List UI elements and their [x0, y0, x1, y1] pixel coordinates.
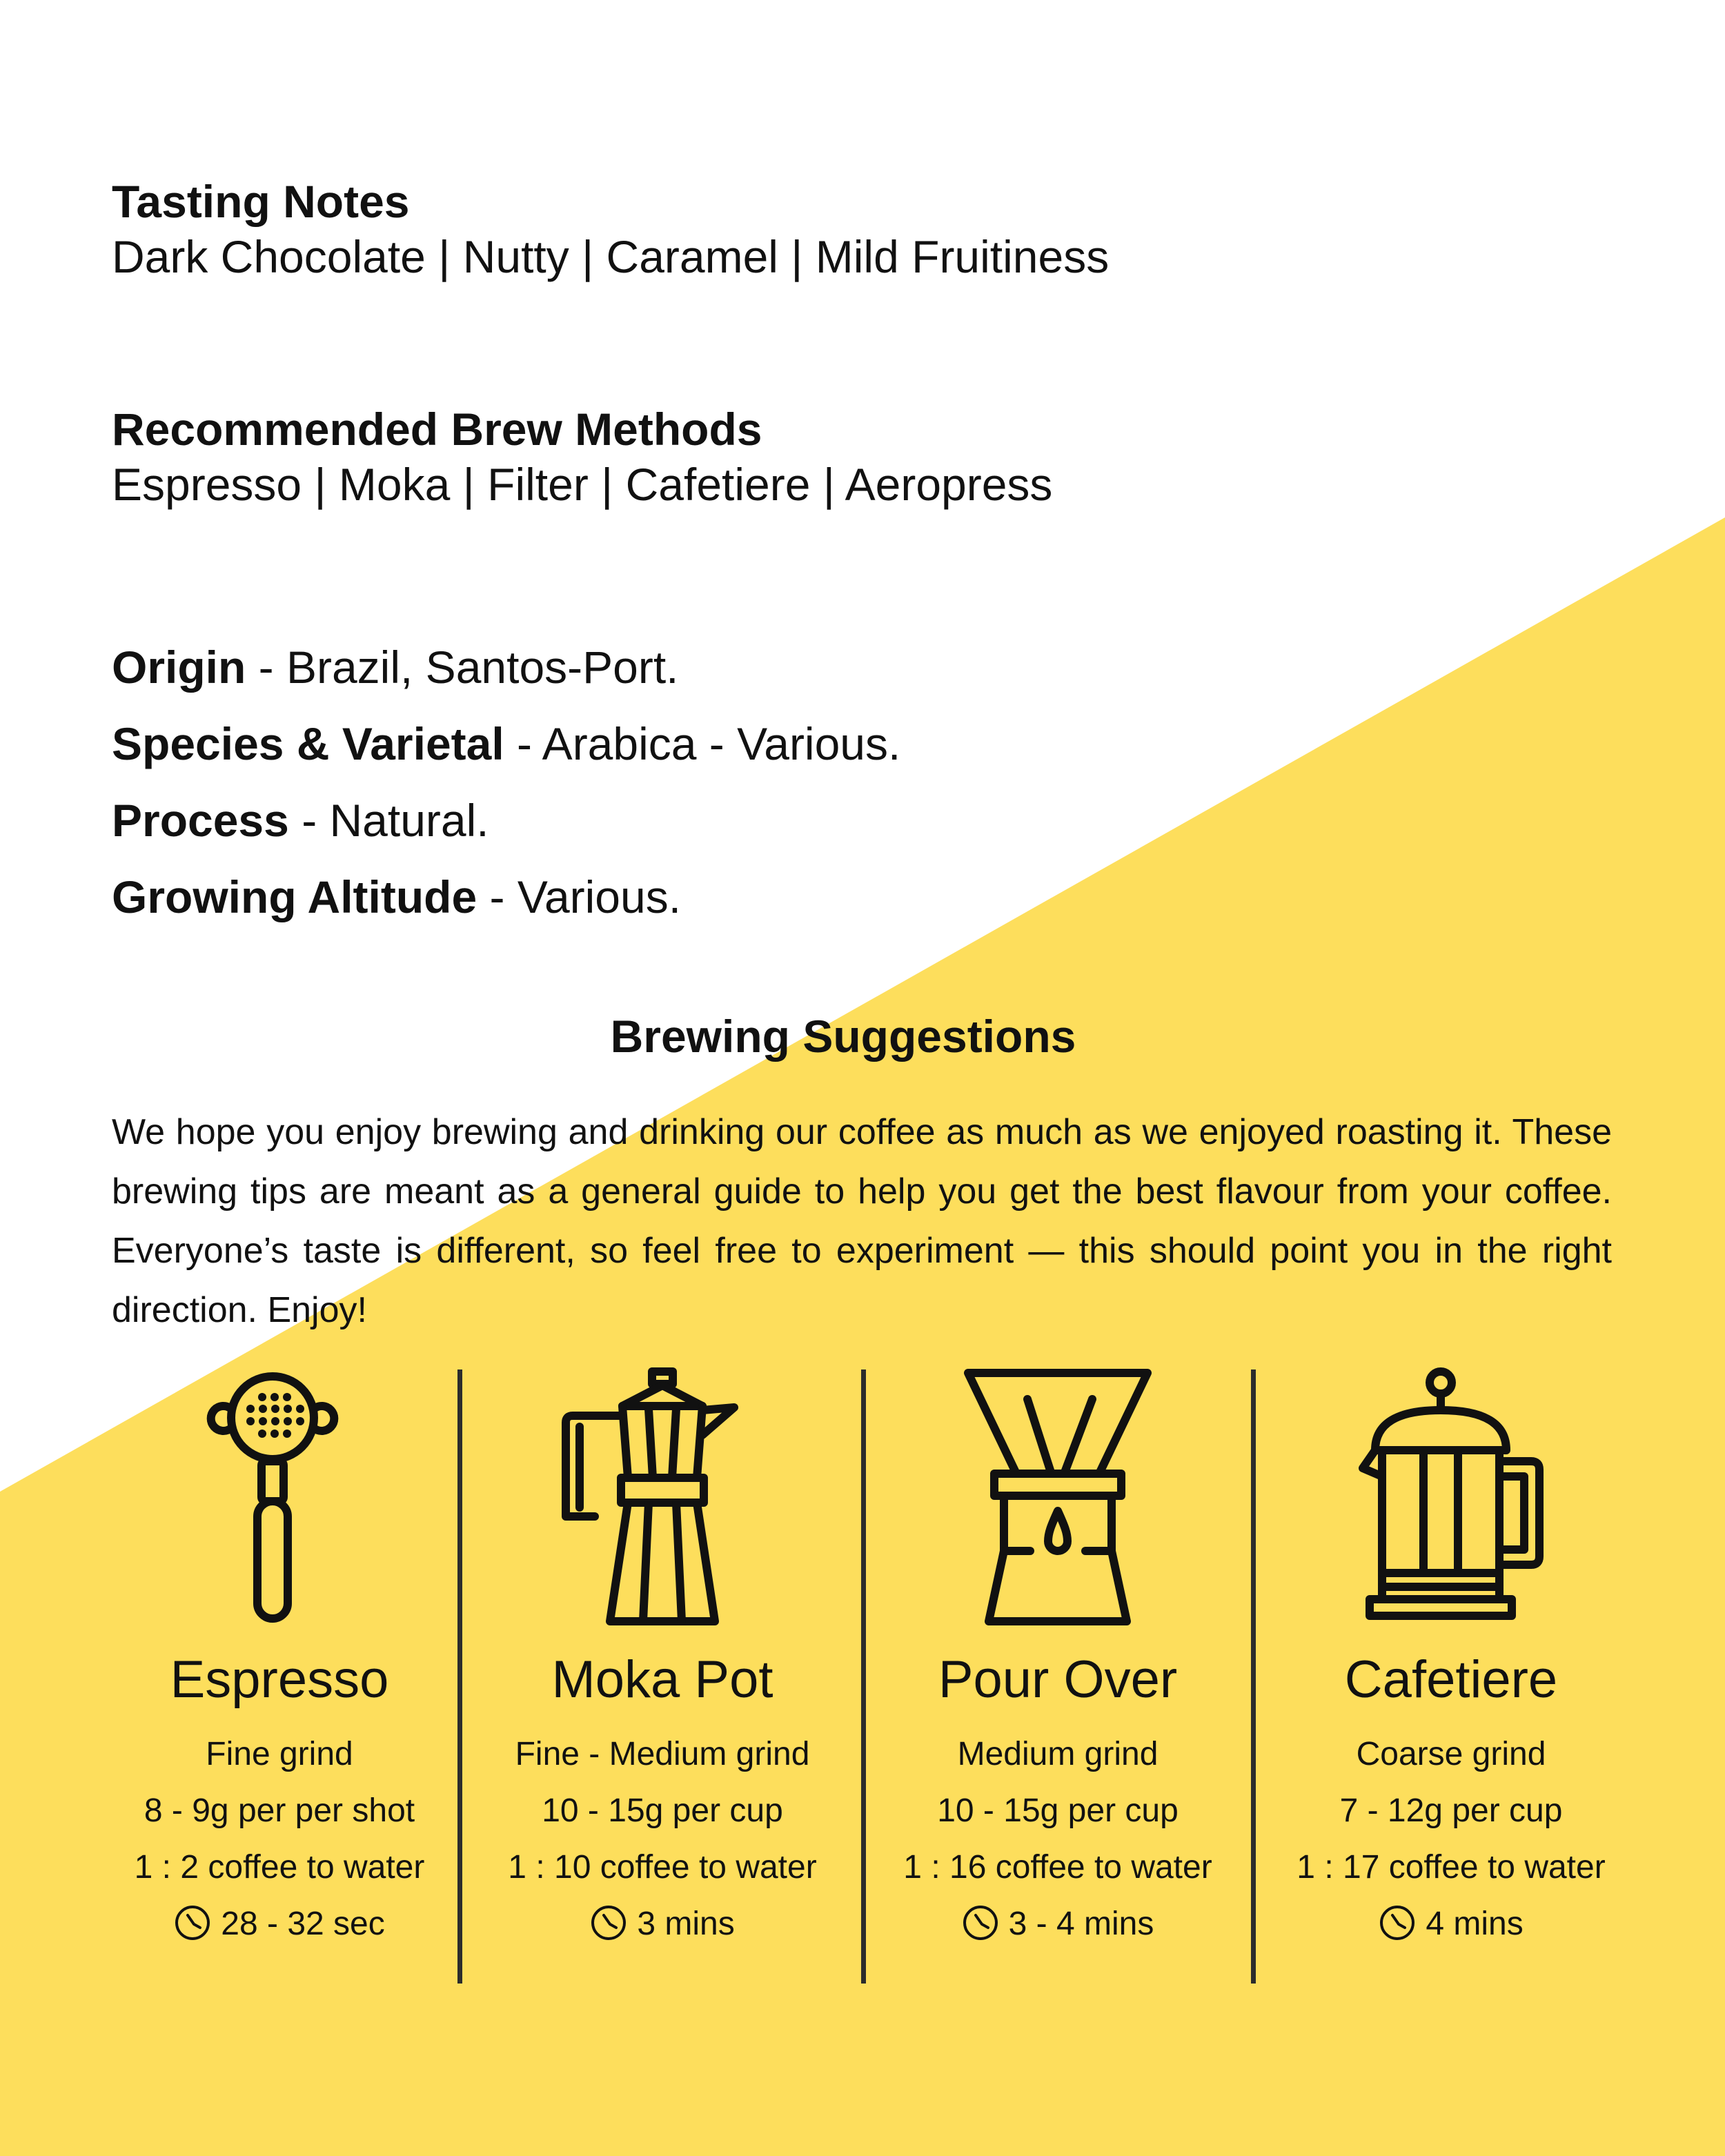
portafilter-icon: [204, 1366, 355, 1628]
spec-species: [112, 706, 900, 782]
dose-text: 8 - 9g per per shot: [144, 1792, 415, 1829]
clock-icon: [590, 1904, 627, 1941]
brewing-intro: We hope you enjoy brewing and drinking our coffee as much as we enjoyed roasting it. These brewing tips are meant as a general guide to help you get the best flavour from your coffee. Everyone’s taste is different, so feel free to experiment — this should point you in the right direction. Enjoy!: [112, 1112, 1612, 1330]
brewing-suggestions-title: Brewing Suggestions: [610, 1011, 1076, 1062]
coffee-specs: [112, 629, 900, 936]
spec-label: Process: [112, 795, 289, 846]
moka-pot-icon: [552, 1366, 773, 1628]
french-press-icon: [1348, 1366, 1555, 1628]
method-name: Moka Pot: [551, 1650, 773, 1709]
grind-text: Medium grind: [957, 1736, 1159, 1772]
brew-methods-section: [112, 402, 1052, 512]
time-row: [83, 1896, 476, 1952]
method-cafetiere: [1254, 1366, 1648, 1952]
brew-methods-text: Espresso | Moka | Filter | Cafetiere | Aeropress: [112, 459, 1053, 510]
ratio-text: 1 : 2 coffee to water: [134, 1849, 425, 1886]
spec-value: - Brazil, Santos-Port.: [246, 642, 679, 693]
grind-text: Fine grind: [206, 1736, 353, 1772]
time-text: 3 mins: [637, 1906, 735, 1942]
method-pour-over: [861, 1366, 1254, 1952]
method-details: [466, 1726, 859, 1952]
spec-process: [112, 782, 900, 859]
time-text: 4 mins: [1426, 1906, 1524, 1942]
method-details: [861, 1726, 1254, 1952]
dose-text: 10 - 15g per cup: [542, 1792, 783, 1829]
brew-methods-heading: Recommended Brew Methods: [112, 404, 762, 455]
spec-label: Growing Altitude: [112, 871, 477, 922]
ratio-text: 1 : 10 coffee to water: [508, 1849, 817, 1886]
pour-over-icon: [961, 1366, 1154, 1628]
ratio-text: 1 : 17 coffee to water: [1297, 1849, 1606, 1886]
method-espresso: [83, 1366, 476, 1952]
spec-value: - Arabica - Various.: [504, 718, 901, 769]
spec-altitude: [112, 859, 900, 936]
clock-icon: [174, 1904, 211, 1941]
grind-text: Coarse grind: [1356, 1736, 1546, 1772]
time-text: 3 - 4 mins: [1008, 1906, 1154, 1942]
clock-icon: [962, 1904, 999, 1941]
dose-text: 7 - 12g per cup: [1339, 1792, 1563, 1829]
method-name: Pour Over: [938, 1650, 1178, 1709]
method-name: Espresso: [170, 1650, 389, 1709]
spec-value: - Various.: [477, 871, 682, 922]
spec-label: Origin: [112, 642, 246, 693]
method-moka-pot: [466, 1366, 859, 1952]
clock-icon: [1379, 1904, 1416, 1941]
method-details: [83, 1726, 476, 1952]
time-row: [861, 1896, 1254, 1952]
spec-label: Species & Varietal: [112, 718, 504, 769]
method-details: [1254, 1726, 1648, 1952]
time-row: [1254, 1896, 1648, 1952]
time-text: 28 - 32 sec: [221, 1906, 385, 1942]
spec-origin: [112, 629, 900, 706]
ratio-text: 1 : 16 coffee to water: [903, 1849, 1212, 1886]
time-row: [466, 1896, 859, 1952]
tasting-notes-text: Dark Chocolate | Nutty | Caramel | Mild Fruitiness: [112, 231, 1110, 282]
grind-text: Fine - Medium grind: [515, 1736, 810, 1772]
dose-text: 10 - 15g per cup: [937, 1792, 1179, 1829]
tasting-notes-section: [112, 174, 1109, 284]
spec-value: - Natural.: [288, 795, 489, 846]
tasting-notes-heading: Tasting Notes: [112, 176, 410, 227]
method-name: Cafetiere: [1344, 1650, 1558, 1709]
